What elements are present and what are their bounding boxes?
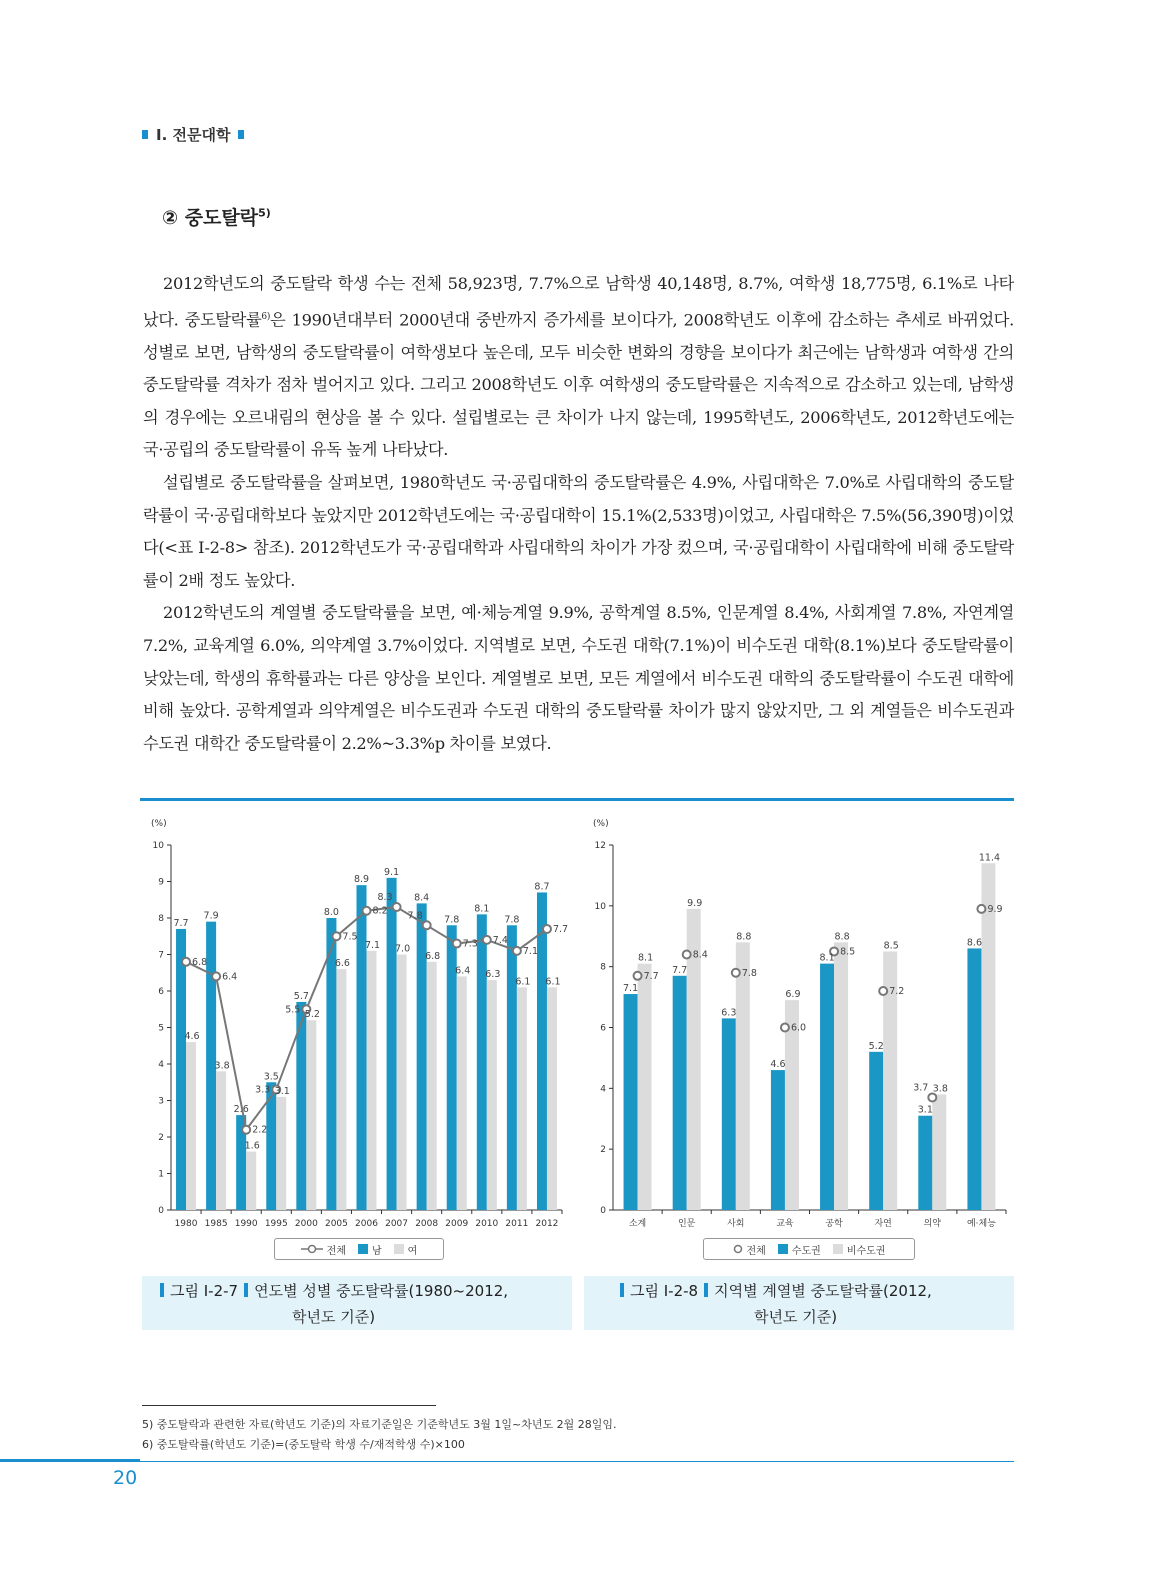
data-label: 8.7 <box>534 881 550 893</box>
data-label: 3.8 <box>214 1060 230 1072</box>
data-label: 8.1 <box>819 952 835 964</box>
paragraph-text: 2012학년도의 계열별 중도탈락률을 보면, 예·체능계열 9.9%, 공학계열 8.5%, 인문계열 8.4%, 사회계열 7.8%, 자연계열 7.2%, 교육계열 6.0%, 의약계열 3.7%이었다. 지역별로 보면, 수도권 대학(7.1%)이 비수도권 대학(8.1%)보다 중도탈락률이 낮았는데, 학생의 휴학률과는 다른 양상을 보인다. 계열별로 보면, 모든 계열에서 비수도권 대학의 중도탈락률이 수도권 대학에 비해 높았다. 공학계열과 의약계열은 비수도권과 수도권 대학의 중도탈락률 차이가 많지 않았지만, 그 외 계열들은 비수도권과 수도권 대학간 중도탈락률이 2.2%~3.3%p 차이를 보였다. <box>143 603 1014 753</box>
data-label: 9.1 <box>384 866 400 878</box>
data-label: 9.9 <box>987 903 1003 915</box>
point-전체 <box>977 905 985 913</box>
bar-여 <box>276 1097 286 1210</box>
footnote-divider <box>142 1405 436 1406</box>
legend-female <box>394 1242 418 1257</box>
data-label: 6.1 <box>515 976 531 988</box>
point-전체 <box>634 972 642 980</box>
bar-남 <box>537 892 547 1210</box>
data-label: 5.7 <box>293 990 309 1002</box>
legend-label: 비수도권 <box>846 1245 886 1257</box>
chart-dropout-by-region-field <box>585 810 1015 1230</box>
circle-marker-icon <box>733 1244 743 1254</box>
chart-dropout-by-year-gender <box>140 810 575 1230</box>
section-title-text: ② 중도탈락 <box>162 207 259 229</box>
figure-caption-2 <box>584 1276 1014 1330</box>
paragraph <box>143 467 1014 597</box>
bar-수도권 <box>918 1116 932 1210</box>
bar-남 <box>387 878 397 1210</box>
y-tick-label: 0 <box>600 1206 606 1216</box>
figure-title-cont: 학년도 기준) <box>292 1308 376 1326</box>
bar-여 <box>336 969 346 1210</box>
point-전체 <box>423 921 431 929</box>
x-tick-label: 2007 <box>385 1219 409 1229</box>
x-tick-label: 예·체능 <box>966 1219 996 1229</box>
y-tick-label: 7 <box>158 950 164 961</box>
x-tick-label: 소계 <box>628 1219 647 1229</box>
x-tick-label: 1980 <box>174 1219 198 1229</box>
bar-남 <box>417 903 427 1210</box>
caption-marker-icon <box>704 1283 708 1297</box>
x-tick-label: 1995 <box>264 1219 288 1229</box>
x-tick-label: 2005 <box>324 1219 348 1229</box>
x-tick-label: 2006 <box>355 1219 378 1229</box>
paragraph <box>143 268 1014 467</box>
data-label: 2.2 <box>252 1124 268 1136</box>
figure-top-rule <box>140 798 1014 801</box>
bar-여 <box>186 1042 196 1210</box>
data-label: 3.7 <box>913 1082 929 1094</box>
y-tick-label: 3 <box>158 1096 164 1107</box>
legend-total <box>301 1242 346 1257</box>
bar-여 <box>547 987 557 1210</box>
footer-rule <box>140 1461 1014 1462</box>
swatch-icon <box>358 1244 368 1254</box>
data-label: 11.4 <box>978 852 1001 864</box>
point-전체 <box>242 1126 250 1134</box>
data-label: 7.4 <box>492 934 508 946</box>
data-label: 5.2 <box>304 1009 320 1021</box>
body-text <box>143 268 1014 760</box>
y-tick-label: 12 <box>594 841 606 851</box>
legend-label: 여 <box>407 1245 418 1257</box>
footnote: 6) 중도탈락률(학년도 기준)=(중도탈락 학생 수/재적학생 수)×100 <box>142 1438 465 1451</box>
bar-남 <box>176 929 186 1210</box>
point-전체 <box>732 969 740 977</box>
data-label: 3.3 <box>255 1084 271 1096</box>
figure-caption-1 <box>142 1276 572 1330</box>
x-tick-label: 사회 <box>727 1219 745 1229</box>
y-tick-label: 6 <box>158 987 164 997</box>
data-label: 6.4 <box>455 965 471 977</box>
y-tick-label: 8 <box>158 914 164 924</box>
point-전체 <box>928 1093 936 1101</box>
data-label: 8.1 <box>474 903 490 915</box>
legend-noncapital <box>833 1242 886 1257</box>
figure-title: 연도별 성별 중도탈락률(1980~2012, <box>254 1282 509 1300</box>
data-label: 7.9 <box>203 910 219 922</box>
line-marker-icon <box>301 1244 323 1254</box>
data-label: 8.8 <box>834 931 850 943</box>
data-label: 7.1 <box>623 983 639 995</box>
x-tick-label: 2009 <box>445 1219 469 1229</box>
y-tick-label: 2 <box>600 1145 606 1156</box>
point-전체 <box>363 907 371 915</box>
paragraph-text: 설립별로 중도탈락률을 살펴보면, 1980학년도 국·공립대학의 중도탈락률은 4.9%, 사립대학은 7.0%로 사립대학의 중도탈락률이 국·공립대학보다 높았지만 2012학년도에는 국·공립대학이 15.1%(2,533명)이었고, 사립대학은 7.5%(56,390명)이었다(<표 Ⅰ-2-8> 참조). 2012학년도가 국·공립대학과 사립대학의 차이가 가장 컸으며, 국·공립대학이 사립대학에 비해 중도탈락률이 2배 정도 높았다. <box>143 472 1014 590</box>
data-label: 7.7 <box>672 964 688 976</box>
header-marker-icon <box>142 130 148 139</box>
figure-label: 그림 Ⅰ-2-7 <box>170 1282 239 1300</box>
data-label: 7.2 <box>889 986 905 997</box>
swatch-icon <box>833 1244 843 1254</box>
bar-여 <box>427 962 437 1210</box>
data-label: 6.4 <box>222 971 238 983</box>
bar-여 <box>397 955 407 1211</box>
bar-비수도권 <box>932 1094 946 1210</box>
caption-marker-icon <box>160 1283 164 1297</box>
data-label: 8.0 <box>323 907 339 918</box>
x-tick-label: 공학 <box>825 1219 843 1229</box>
data-label: 6.8 <box>192 956 208 968</box>
legend-label: 수도권 <box>791 1245 821 1257</box>
y-tick-label: 5 <box>158 1023 164 1034</box>
bar-여 <box>246 1152 256 1210</box>
data-label: 6.1 <box>545 976 561 988</box>
data-label: 7.7 <box>643 970 659 982</box>
data-label: 7.8 <box>407 910 423 922</box>
x-tick-label: 교육 <box>776 1219 794 1229</box>
point-전체 <box>453 940 461 948</box>
data-label: 6.9 <box>785 989 801 1001</box>
unit-label: (%) <box>151 819 167 829</box>
y-tick-label: 6 <box>600 1023 606 1034</box>
bar-수도권 <box>820 964 834 1210</box>
data-label: 7.5 <box>342 931 358 943</box>
bar-수도권 <box>869 1052 883 1210</box>
x-tick-label: 의약 <box>923 1219 942 1229</box>
data-label: 8.4 <box>692 949 708 961</box>
data-label: 5.2 <box>868 1040 884 1052</box>
bar-비수도권 <box>981 863 995 1210</box>
point-전체 <box>513 947 521 955</box>
y-tick-label: 8 <box>600 962 606 973</box>
data-label: 8.1 <box>638 952 654 964</box>
data-label: 6.3 <box>721 1007 737 1019</box>
data-label: 8.4 <box>414 892 430 904</box>
footer-rule-accent <box>0 1459 140 1462</box>
section-title <box>162 203 271 230</box>
data-label: 4.6 <box>770 1059 786 1071</box>
figure-title: 지역별 계열별 중도탈락률(2012, <box>714 1282 932 1300</box>
x-tick-label: 2000 <box>294 1219 318 1229</box>
running-header <box>142 124 244 145</box>
data-label: 8.5 <box>840 946 856 958</box>
paragraph-text: 2012학년도의 중도탈락 학생 수는 전체 58,923명, 7.7%으로 남학생 40,148명, 8.7%, 여학생 18,775명, 6.1%로 나타났다. 중도탈락률 <box>143 274 1014 329</box>
data-label: 7.7 <box>552 923 569 935</box>
point-전체 <box>483 936 491 944</box>
point-전체 <box>332 932 340 940</box>
bar-여 <box>487 980 497 1210</box>
point-전체 <box>781 1024 789 1032</box>
data-label: 3.1 <box>917 1104 933 1116</box>
point-전체 <box>683 951 691 959</box>
data-label: 2.6 <box>233 1104 249 1116</box>
data-label: 8.5 <box>883 940 899 952</box>
data-label: 7.8 <box>741 967 757 979</box>
bar-수도권 <box>624 994 638 1210</box>
data-label: 7.0 <box>395 943 411 955</box>
footnote-ref: 6) <box>261 311 271 322</box>
bar-여 <box>367 951 377 1210</box>
paragraph-text: 은 1990년대부터 2000년대 중반까지 증가세를 보이다가, 2008학년도 이후에 감소하는 추세로 바뀌었다. 성별로 보면, 남학생의 중도탈락률이 여학생보다 높은데, 모두 비슷한 변화의 경향을 보이다가 최근에는 남학생과 여학생 간의 중도탈락률 격차가 점차 벌어지고 있다. 그리고 2008학년도 이후 여학생의 중도탈락률은 지속적으로 감소하고 있는데, 남학생의 경우에는 오르내림의 현상을 볼 수 있다. 설립별로는 큰 차이가 나지 않는데, 1995학년도, 2006학년도, 2012학년도에는 국·공립의 중도탈락률이 유독 높게 나타났다. <box>143 309 1014 460</box>
legend-total <box>733 1242 766 1257</box>
bar-여 <box>457 976 467 1210</box>
data-label: 7.3 <box>462 938 478 950</box>
y-tick-label: 0 <box>158 1206 164 1216</box>
data-label: 6.6 <box>334 958 350 970</box>
data-label: 6.3 <box>485 969 501 981</box>
x-tick-label: 1985 <box>204 1219 228 1229</box>
bar-비수도권 <box>736 942 750 1210</box>
data-label: 7.1 <box>522 945 538 957</box>
legend-label: 남 <box>371 1245 382 1257</box>
y-tick-label: 9 <box>158 877 164 888</box>
data-label: 8.6 <box>966 937 982 949</box>
swatch-icon <box>394 1244 404 1254</box>
footnote: 5) 중도탈락과 관련한 자료(학년도 기준)의 자료기준일은 기준학년도 3월 1일~차년도 2월 28일임. <box>142 1418 617 1431</box>
data-label: 3.5 <box>263 1071 279 1083</box>
data-label: 7.1 <box>364 939 381 951</box>
chart1-legend <box>274 1238 444 1260</box>
data-label: 7.7 <box>173 917 189 929</box>
data-label: 8.9 <box>353 874 370 886</box>
unit-label: (%) <box>593 819 609 829</box>
chart2-legend <box>703 1238 915 1260</box>
data-label: 9.9 <box>687 897 703 909</box>
point-전체 <box>182 958 190 966</box>
bar-여 <box>517 987 527 1210</box>
data-label: 5.5 <box>285 1004 301 1016</box>
x-tick-label: 2010 <box>475 1219 499 1229</box>
legend-male <box>358 1242 382 1257</box>
legend-label: 전체 <box>746 1245 766 1257</box>
bar-여 <box>216 1071 226 1210</box>
y-tick-label: 10 <box>594 901 606 912</box>
header-marker-icon <box>238 130 244 139</box>
swatch-icon <box>778 1244 788 1254</box>
chapter-title: Ⅰ. 전문대학 <box>156 126 231 144</box>
caption-marker-icon <box>244 1283 248 1297</box>
x-tick-label: 2011 <box>505 1219 529 1229</box>
data-label: 7.8 <box>444 914 460 926</box>
bar-수도권 <box>722 1018 736 1210</box>
x-tick-label: 2012 <box>535 1219 559 1229</box>
x-tick-label: 자연 <box>874 1219 892 1229</box>
point-전체 <box>543 925 551 933</box>
point-전체 <box>393 903 401 911</box>
bar-비수도권 <box>834 942 848 1210</box>
data-label: 8.8 <box>736 931 752 943</box>
data-label: 6.0 <box>790 1022 807 1034</box>
data-label: 6.8 <box>425 950 441 962</box>
data-label: 3.8 <box>932 1083 948 1095</box>
legend-label: 전체 <box>326 1245 346 1257</box>
bar-수도권 <box>673 976 687 1210</box>
data-label: 4.6 <box>184 1031 200 1043</box>
bar-여 <box>306 1020 316 1210</box>
point-전체 <box>212 972 220 980</box>
x-tick-label: 1990 <box>234 1219 258 1229</box>
bar-수도권 <box>771 1070 785 1210</box>
y-tick-label: 2 <box>158 1133 164 1143</box>
bar-비수도권 <box>638 964 652 1210</box>
data-label: 3.1 <box>274 1085 290 1097</box>
bar-수도권 <box>967 948 981 1210</box>
figure-title-cont: 학년도 기준) <box>754 1308 838 1326</box>
data-label: 8.2 <box>372 905 388 917</box>
figure-label: 그림 Ⅰ-2-8 <box>630 1282 699 1300</box>
data-label: 8.3 <box>377 892 393 904</box>
y-tick-label: 4 <box>600 1084 606 1095</box>
paragraph <box>143 597 1014 760</box>
footnote-ref: 5) <box>258 206 271 220</box>
y-tick-label: 4 <box>158 1060 164 1070</box>
data-label: 1.6 <box>244 1140 260 1152</box>
point-전체 <box>879 987 887 995</box>
bar-남 <box>477 914 487 1210</box>
data-label: 7.8 <box>504 914 520 926</box>
caption-marker-icon <box>620 1283 624 1297</box>
y-tick-label: 10 <box>152 841 164 851</box>
bar-남 <box>357 885 367 1210</box>
x-tick-label: 2008 <box>415 1219 439 1229</box>
page-number: 20 <box>113 1467 138 1489</box>
legend-capital <box>778 1242 821 1257</box>
y-tick-label: 1 <box>158 1169 164 1180</box>
x-tick-label: 인문 <box>677 1219 696 1229</box>
bar-남 <box>507 925 517 1210</box>
